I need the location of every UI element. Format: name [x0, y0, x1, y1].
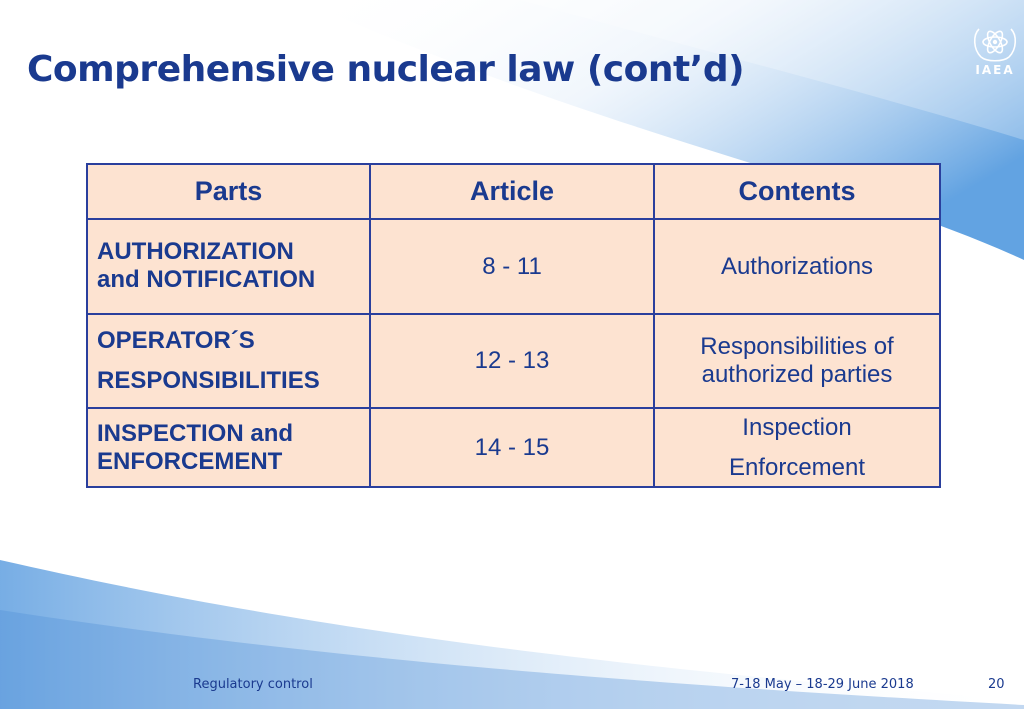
footer-topic: Regulatory control [193, 677, 313, 692]
part-line: OPERATOR´S [97, 327, 255, 354]
contents-line: Inspection [742, 413, 852, 441]
part-cell [87, 408, 370, 487]
slide-title: Comprehensive nuclear law (cont’d) [27, 49, 745, 90]
contents-line: Responsibilities of [700, 333, 894, 360]
law-table [86, 163, 939, 488]
part-cell [87, 219, 370, 314]
article-cell: 8 - 11 [370, 219, 654, 314]
table-row [87, 408, 940, 487]
header-parts: Parts [87, 164, 370, 219]
part-cell [87, 314, 370, 408]
footer-dates: 7-18 May – 18-29 June 2018 [731, 677, 914, 692]
atom-laurel-icon [966, 20, 1024, 64]
header-article: Article [370, 164, 654, 219]
part-line: ENFORCEMENT [97, 447, 283, 475]
article-cell: 14 - 15 [370, 408, 654, 487]
logo-text: IAEA [975, 63, 1015, 77]
table-header-row [87, 164, 940, 219]
contents-cell [654, 314, 940, 408]
part-line: AUTHORIZATION [97, 237, 294, 265]
header-contents: Contents [654, 164, 940, 219]
iaea-logo [966, 20, 1024, 82]
contents-line: authorized parties [701, 361, 893, 388]
contents-cell [654, 408, 940, 487]
contents-cell [654, 219, 940, 314]
part-line: INSPECTION and [97, 419, 294, 447]
contents-line: Authorizations [720, 252, 874, 280]
part-line: RESPONSIBILITIES [97, 367, 320, 394]
table-row [87, 314, 940, 408]
contents-line: Enforcement [728, 453, 866, 481]
article-cell: 12 - 13 [370, 314, 654, 408]
part-line: and NOTIFICATION [97, 265, 316, 293]
page-number: 20 [988, 677, 1005, 692]
table-row [87, 219, 940, 314]
